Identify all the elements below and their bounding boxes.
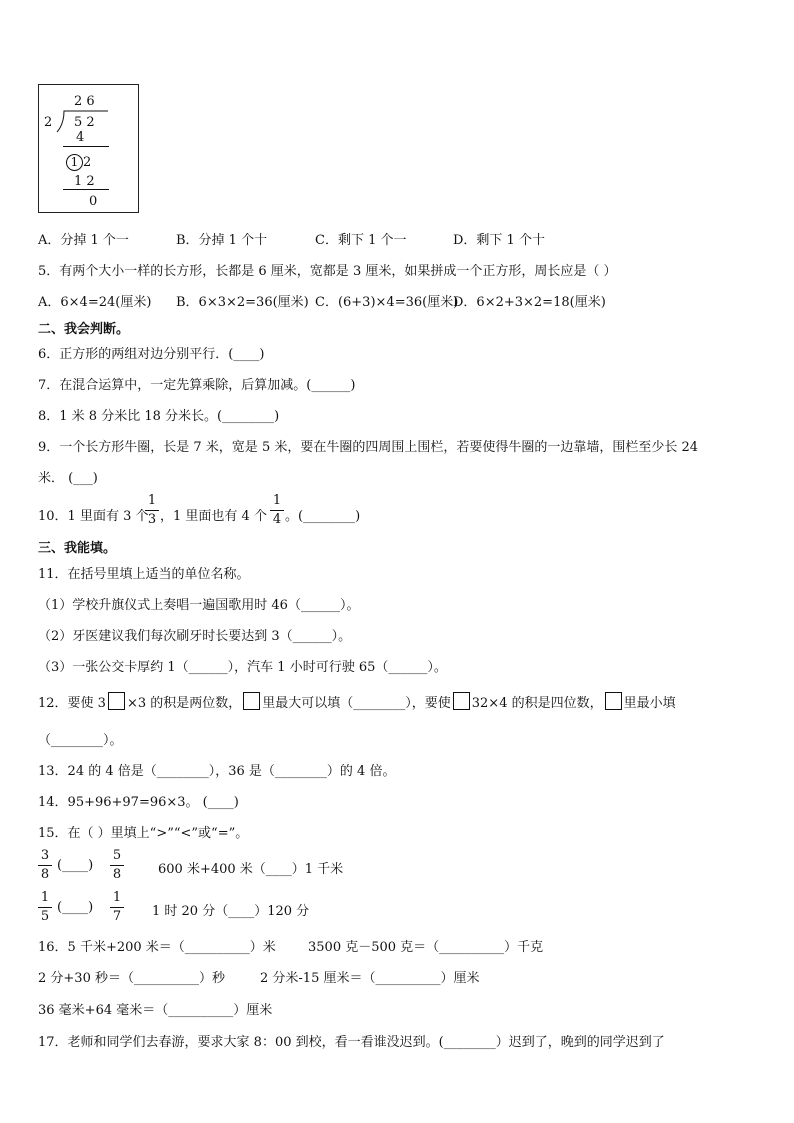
q15-r1-right-denominator: 8 [112,867,122,882]
q12-blank-box-2 [243,692,260,710]
q15-r1-right-numerator: 5 [110,847,124,866]
q11-3: （3）一张公交卡厚约 1（______），汽车 1 小时可行驶 65（______）。 [38,660,447,675]
division-subtract-1: 4 [76,130,85,145]
q4-option-c: C．剩下 1 个一 [315,233,407,248]
q5-option-b: B．6×3×2=36(厘米) [176,295,309,310]
q13: 13．24 的 4 倍是（________），36 是（________）的 4 倍。 [38,764,396,779]
division-line-2 [63,189,109,190]
q15-r1-left-denominator: 8 [40,867,50,882]
q9-line-1: 9．一个长方形牛圈，长是 7 米，宽是 5 米，要在牛圈的四周围上围栏，若要使得牛圈的一边靠墙，围栏至少长 24 [38,440,699,455]
q15: 15．在（ ）里填上“>”“<”或“=”。 [38,826,249,841]
q15-r1-fraction-left [38,847,52,884]
q17: 17．老师和同学们去春游，要求大家 8：00 到校，看一看谁没迟到。(________）迟到了，晚到的同学迟到了 [38,1035,665,1050]
q12-part-2: ×3 的积是两位数， [126,696,242,711]
q10-fraction-2 [270,492,284,529]
division-line-1 [63,146,109,147]
q15-r2-left-denominator: 5 [40,909,50,924]
q5-option-d: D．6×2+3×2=18(厘米) [453,295,606,310]
q15-r2-fraction-right [110,889,124,926]
q12-part-3: 里最大可以填（________），要使 [262,696,451,711]
q15-r2-fraction-left [38,889,52,926]
q16-line-2a: 2 分+30 秒＝（__________）秒 [38,971,225,986]
q12-part-4: 32×4 的积是四位数， [471,696,603,711]
q5-option-c: C．(6+3)×4=36(厘米) [315,295,459,310]
q16-line-1b: 3500 克－500 克＝（__________）千克 [308,940,544,955]
q12-line-1 [38,692,676,711]
q4-option-b: B．分掉 1 个十 [176,233,268,248]
q5-question: 5．有两个大小一样的长方形，长都是 6 厘米，宽都是 3 厘米，如果拼成一个正方形，周长应是（ ） [38,264,617,279]
q15-r2-right-denominator: 7 [112,909,122,924]
q15-r2-blank: (____) [57,900,94,915]
q7: 7．在混合运算中，一定先算乘除，后算加减。(______) [38,378,356,393]
q16-line-2b: 2 分米-15 厘米＝（__________）厘米 [260,971,480,986]
q5-option-a: A．6×4=24(厘米) [38,295,152,310]
q15-r2-right-numerator: 1 [110,889,124,908]
q10-fraction-2-numerator: 1 [270,492,284,511]
q10-fraction-1-numerator: 1 [145,492,159,511]
q12-part-1: 12．要使 3 [38,696,106,711]
q10-part-1: 10．1 里面有 3 个 [38,509,149,524]
q16-line-3: 36 毫米+64 毫米＝（__________）厘米 [38,1003,273,1018]
q10-part-3: 。(________) [285,509,361,524]
q10-fraction-2-denominator: 4 [272,512,282,527]
q16-line-1a: 16．5 千米+200 米＝（__________）米 [38,940,276,955]
q10-fraction-1-denominator: 3 [147,512,157,527]
division-remainder: 0 [89,194,98,209]
q11: 11．在括号里填上适当的单位名称。 [38,567,250,582]
division-subtract-2: 1 2 [74,174,95,189]
division-partial-row [66,154,91,171]
q10-fraction-1 [145,492,159,529]
section-3-heading: 三、我能填。 [38,541,117,556]
division-dividend: 5 2 [74,115,95,130]
section-2-heading: 二、我会判断。 [38,322,130,337]
q8: 8．1 米 8 分米比 18 分米长。(________) [38,409,280,424]
q14: 14．95+96+97=96×3。 (____) [38,795,239,810]
q12-blank-box-3 [453,692,470,710]
q11-2: （2）牙医建议我们每次刷牙时长要达到 3（______）。 [38,629,352,644]
q6: 6．正方形的两组对边分别平行．(____) [38,347,265,362]
q4-option-a: A．分掉 1 个一 [38,233,129,248]
q12-part-5: 里最小填 [623,696,676,711]
division-quotient: 2 6 [74,94,95,109]
division-divisor: 2 [44,115,53,130]
q12-line-2: （________）。 [38,733,123,748]
q9-line-2: 米． (___) [38,471,98,486]
q12-blank-box-1 [108,692,125,710]
q10-part-2: ，1 里面也有 4 个 [160,509,267,524]
q11-1: （1）学校升旗仪式上奏唱一遍国歌用时 46（______）。 [38,598,360,613]
q15-r1-comparison: 600 米+400 米（____）1 千米 [158,862,344,877]
q4-option-d: D．剩下 1 个十 [453,233,545,248]
q12-blank-box-4 [605,692,622,710]
q15-r1-blank: (____) [57,858,94,873]
q15-r2-left-numerator: 1 [38,889,52,908]
division-partial-digit: 2 [83,155,92,170]
q15-r1-left-numerator: 3 [38,847,52,866]
q15-r2-comparison: 1 时 20 分（____）120 分 [152,904,310,919]
circled-digit: 1 [66,154,83,171]
q15-r1-fraction-right [110,847,124,884]
